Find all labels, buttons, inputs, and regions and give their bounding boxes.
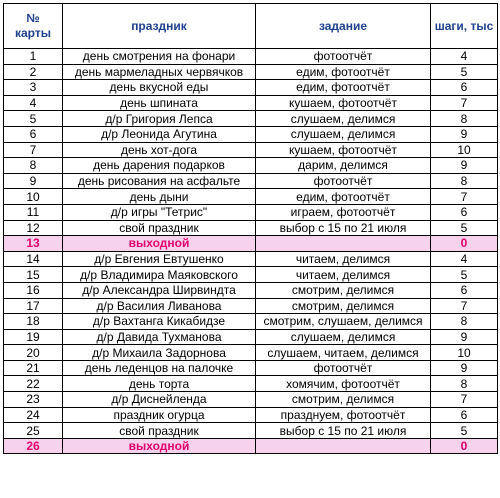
cell-steps: 8 (431, 173, 498, 189)
cell-task: дарим, делимся (256, 158, 431, 174)
cell-task: хомячим, фотоотчёт (256, 376, 431, 392)
cell-card-number: 4 (4, 95, 63, 111)
table-row (4, 126, 498, 142)
cell-holiday: день смотрения на фонари (63, 49, 256, 65)
table-row (4, 111, 498, 127)
cell-steps: 8 (431, 111, 498, 127)
header-row (4, 4, 498, 49)
table-row (4, 142, 498, 158)
table-row (4, 267, 498, 283)
cell-holiday: д/р Леонида Агутина (63, 126, 256, 142)
cell-holiday: день шпината (63, 95, 256, 111)
cell-holiday: д/р Диснейленда (63, 392, 256, 408)
cell-holiday: день мармеладных червячков (63, 64, 256, 80)
table-row (4, 49, 498, 65)
cell-card-number: 24 (4, 407, 63, 423)
cell-holiday: д/р Евгения Евтушенко (63, 251, 256, 267)
table-row (4, 298, 498, 314)
cell-card-number: 23 (4, 392, 63, 408)
cell-task (256, 438, 431, 454)
cell-holiday: выходной (63, 438, 256, 454)
cell-steps: 5 (431, 64, 498, 80)
cell-task: читаем, делимся (256, 251, 431, 267)
cell-task: фотоотчёт (256, 360, 431, 376)
cell-card-number: 2 (4, 64, 63, 80)
cell-task: едим, фотоотчёт (256, 80, 431, 96)
table-row (4, 220, 498, 236)
cell-card-number: 15 (4, 267, 63, 283)
table-row (4, 423, 498, 439)
cell-card-number: 11 (4, 204, 63, 220)
cell-card-number: 26 (4, 438, 63, 454)
table-row (4, 158, 498, 174)
cell-steps: 9 (431, 158, 498, 174)
column-header-card-number (4, 4, 63, 49)
cell-holiday: день леденцов на палочке (63, 360, 256, 376)
table-row (4, 345, 498, 361)
table-row (4, 282, 498, 298)
cell-steps: 5 (431, 267, 498, 283)
cell-card-number: 20 (4, 345, 63, 361)
cell-card-number: 16 (4, 282, 63, 298)
cell-card-number: 18 (4, 314, 63, 330)
cell-steps: 5 (431, 423, 498, 439)
cell-task: смотрим, слушаем, делимся (256, 314, 431, 330)
table-header (4, 4, 498, 49)
cell-holiday: праздник огурца (63, 407, 256, 423)
cell-task: читаем, делимся (256, 267, 431, 283)
cell-steps: 6 (431, 204, 498, 220)
cell-steps: 6 (431, 407, 498, 423)
table-row (4, 392, 498, 408)
table-row (4, 329, 498, 345)
cell-task: кушаем, фотоотчёт (256, 142, 431, 158)
table-row-day-off (4, 236, 498, 252)
cell-card-number: 19 (4, 329, 63, 345)
table-row (4, 64, 498, 80)
card-number-header-line1: № (26, 11, 40, 25)
table-row (4, 189, 498, 205)
cell-steps: 0 (431, 236, 498, 252)
cell-task: слушаем, делимся (256, 126, 431, 142)
cell-card-number: 7 (4, 142, 63, 158)
cell-steps: 7 (431, 392, 498, 408)
cell-task: выбор с 15 по 21 июля (256, 220, 431, 236)
table-row-day-off (4, 438, 498, 454)
cell-task: слушаем, делимся (256, 329, 431, 345)
cell-steps: 5 (431, 220, 498, 236)
table-row (4, 173, 498, 189)
schedule-table (3, 3, 498, 454)
cell-steps: 9 (431, 329, 498, 345)
cell-task: едим, фотоотчёт (256, 64, 431, 80)
cell-holiday: д/р Вахтанга Кикабидзе (63, 314, 256, 330)
cell-holiday: свой праздник (63, 423, 256, 439)
cell-holiday: д/р Александра Ширвиндта (63, 282, 256, 298)
cell-card-number: 22 (4, 376, 63, 392)
cell-steps: 0 (431, 438, 498, 454)
cell-holiday: выходной (63, 236, 256, 252)
cell-task: фотоотчёт (256, 49, 431, 65)
table-row (4, 360, 498, 376)
table-row (4, 407, 498, 423)
cell-steps: 4 (431, 251, 498, 267)
cell-holiday: д/р Григория Лепса (63, 111, 256, 127)
cell-steps: 8 (431, 376, 498, 392)
cell-card-number: 25 (4, 423, 63, 439)
cell-holiday: д/р Владимира Маяковского (63, 267, 256, 283)
cell-card-number: 17 (4, 298, 63, 314)
table-body (4, 49, 498, 454)
cell-task: смотрим, делимся (256, 392, 431, 408)
cell-card-number: 12 (4, 220, 63, 236)
column-header-steps: шаги, тыс (431, 4, 498, 49)
cell-steps: 7 (431, 298, 498, 314)
cell-holiday: день дыни (63, 189, 256, 205)
cell-steps: 9 (431, 126, 498, 142)
cell-holiday: д/р Михаила Задорнова (63, 345, 256, 361)
table-row (4, 95, 498, 111)
cell-holiday: д/р игры "Тетрис" (63, 204, 256, 220)
cell-steps: 7 (431, 95, 498, 111)
cell-steps: 10 (431, 142, 498, 158)
cell-steps: 8 (431, 314, 498, 330)
cell-card-number: 1 (4, 49, 63, 65)
table-row (4, 251, 498, 267)
cell-steps: 4 (431, 49, 498, 65)
cell-steps: 6 (431, 282, 498, 298)
cell-holiday: д/р Давида Тухманова (63, 329, 256, 345)
cell-steps: 10 (431, 345, 498, 361)
cell-task: слушаем, читаем, делимся (256, 345, 431, 361)
cell-holiday: день дарения подарков (63, 158, 256, 174)
cell-steps: 6 (431, 80, 498, 96)
cell-task: фотоотчёт (256, 173, 431, 189)
card-number-header-line2: карты (15, 26, 51, 40)
cell-task: кушаем, фотоотчёт (256, 95, 431, 111)
cell-holiday: день рисования на асфальте (63, 173, 256, 189)
cell-task: смотрим, делимся (256, 298, 431, 314)
cell-steps: 9 (431, 360, 498, 376)
cell-card-number: 5 (4, 111, 63, 127)
cell-task (256, 236, 431, 252)
column-header-task: задание (256, 4, 431, 49)
cell-card-number: 8 (4, 158, 63, 174)
cell-task: смотрим, делимся (256, 282, 431, 298)
cell-card-number: 13 (4, 236, 63, 252)
cell-holiday: день хот-дога (63, 142, 256, 158)
cell-card-number: 14 (4, 251, 63, 267)
cell-holiday: свой праздник (63, 220, 256, 236)
column-header-holiday: праздник (63, 4, 256, 49)
table-row (4, 80, 498, 96)
cell-task: празднуем, фотоотчёт (256, 407, 431, 423)
cell-steps: 7 (431, 189, 498, 205)
cell-holiday: день вкусной еды (63, 80, 256, 96)
cell-task: выбор с 15 по 21 июля (256, 423, 431, 439)
cell-card-number: 9 (4, 173, 63, 189)
cell-task: играем, фотоотчёт (256, 204, 431, 220)
cell-task: едим, фотоотчёт (256, 189, 431, 205)
cell-holiday: д/р Василия Ливанова (63, 298, 256, 314)
table-row (4, 314, 498, 330)
cell-task: слушаем, делимся (256, 111, 431, 127)
table-row (4, 376, 498, 392)
cell-card-number: 3 (4, 80, 63, 96)
cell-card-number: 21 (4, 360, 63, 376)
cell-card-number: 6 (4, 126, 63, 142)
cell-card-number: 10 (4, 189, 63, 205)
cell-holiday: день торта (63, 376, 256, 392)
table-row (4, 204, 498, 220)
